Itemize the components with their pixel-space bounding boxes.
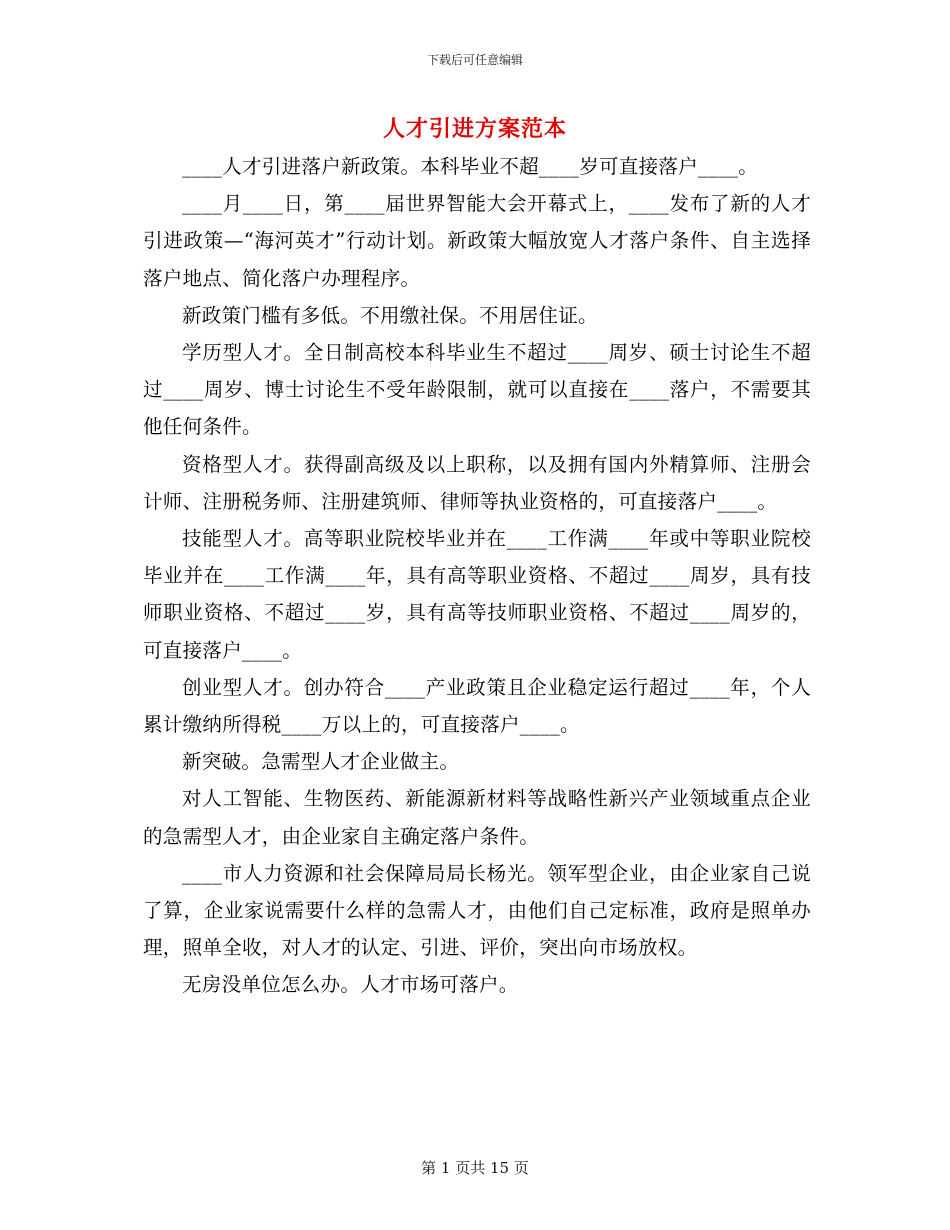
paragraph: 技能型人才。高等职业院校毕业并在____工作满____年或中等职业院校毕业并在____工作满____年，具有高等职业资格、不超过____周岁，具有技师职业资格、不超过____岁，具有高等技师职业资格、不超过____周岁的，可直接落户____。: [143, 527, 811, 662]
paragraph: 对人工智能、生物医药、新能源新材料等战略性新兴产业领域重点企业的急需型人才，由企业家自主确定落户条件。: [143, 787, 811, 848]
paragraph: 新政策门槛有多低。不用缴社保。不用居住证。: [182, 303, 598, 327]
page-header-note: 下载后可任意编辑: [426, 53, 523, 67]
paragraph: 资格型人才。获得副高级及以上职称，以及拥有国内外精算师、注册会计师、注册税务师、注册建筑师、律师等执业资格的，可直接落户____。: [143, 452, 811, 513]
page-number: 第 1 页共 15 页: [421, 1159, 529, 1177]
paragraph: ____人才引进落户新政策。本科毕业不超____岁可直接落户____。: [182, 155, 758, 178]
document-body: [143, 148, 811, 1004]
document-title: 人才引进方案范本: [382, 116, 567, 142]
paragraph: 无房没单位怎么办。人才市场可落户。: [182, 973, 519, 997]
paragraph: 创业型人才。创办符合____产业政策且企业稳定运行超过____年，个人累计缴纳所得税____万以上的，可直接落户____。: [143, 675, 811, 737]
paragraph: 学历型人才。全日制高校本科毕业生不超过____周岁、硕士讨论生不超过____周岁、博士讨论生不受年龄限制，就可以直接在____落户，不需要其他任何条件。: [143, 341, 811, 439]
paragraph: 新突破。急需型人才企业做主。: [182, 750, 460, 774]
paragraph: ____月____日，第____届世界智能大会开幕式上，____发布了新的人才引进政策—“海河英才”行动计划。新政策大幅放宽人才落户条件、自主选择落户地点、简化落户办理程序。: [143, 192, 811, 290]
paragraph: ____市人力资源和社会保障局局长杨光。领军型企业，由企业家自己说了算，企业家说需要什么样的急需人才，由他们自己定标准，政府是照单办理，照单全收，对人才的认定、引进、评价，突出向市场放权。: [143, 861, 811, 960]
